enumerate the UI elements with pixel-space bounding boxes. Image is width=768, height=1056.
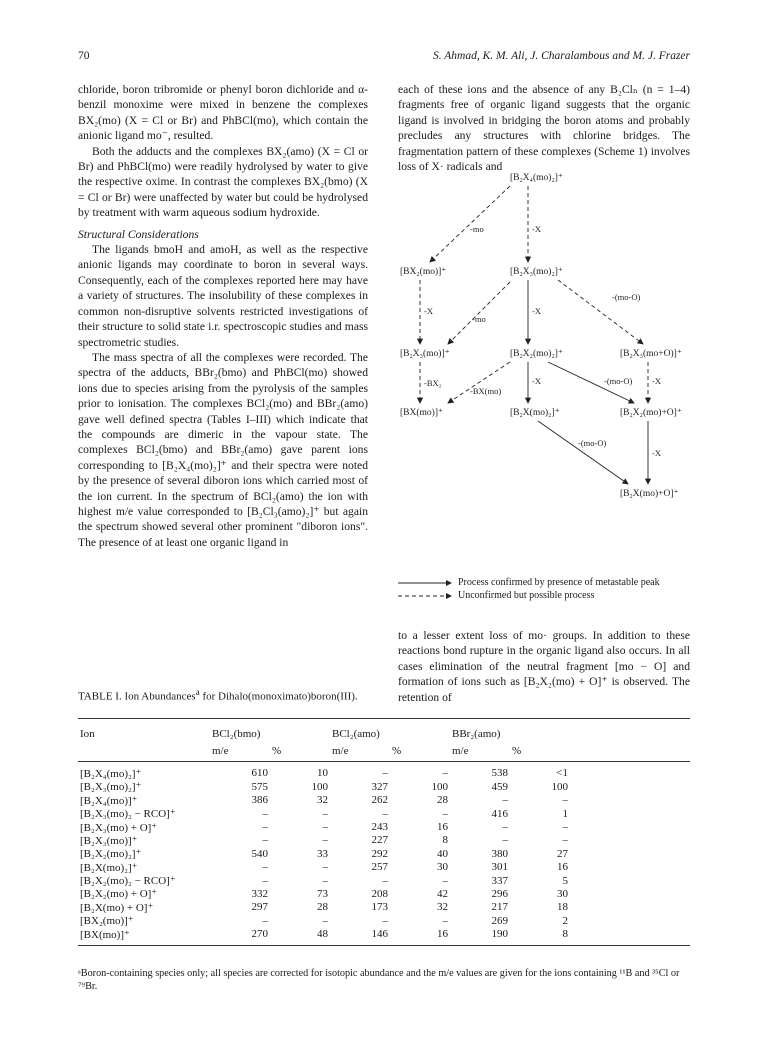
label-minus-x-4: -X [532, 376, 541, 386]
value-cell: 217 [491, 901, 508, 914]
value-cell: <1 [556, 767, 568, 780]
node-b2xmo2: [B₂X(mo)₂]⁺ [510, 408, 560, 418]
value-cell: – [262, 861, 268, 874]
value-cell: 297 [251, 901, 268, 914]
value-cell: 42 [437, 887, 448, 900]
ion-cell: [B₂X₃(mo)₂]⁺ [80, 781, 142, 794]
value-cell: – [382, 807, 388, 820]
left-paragraph-4: The mass spectra of all the complexes were recorded. The spectra of the adducts, BBr₂(bmo) and PhBCl(mo) showed ions due to species arising from the pyrolysis of the samples prior to ionisation. The complexes BCl₂(mo) and BBr₂(amo) gave well defined spectra (Tables I–III) which indicate that the compounds are dimeric in the vapour state. The complexes BCl₂(bmo) and BBr₂(amo) gave parent ions corresponding to [B₂X₄(mo)₂]⁺ and their spectra were noted by the presence of several diboron ions which carried most of the ion current. In the spectrum of BCl₂(amo) the ion with highest m/e value corresponded to [B₂Cl₃(amo)₂]⁺ but again the spectrum showed several other prominent "diboron ions". The presence of at least one organic ligand in [78, 350, 368, 549]
value-cell: – [382, 914, 388, 927]
value-cell: 2 [562, 914, 568, 927]
ion-cell: [B₂X₂(mo)₂ − RCO]⁺ [80, 875, 176, 888]
value-cell: 33 [317, 847, 328, 860]
ion-cell: [B₂X₄(mo)₂]⁺ [80, 767, 142, 780]
label-minus-x-3: -X [532, 306, 541, 316]
node-b2x3mo: [B₂X₃(mo)]⁺ [400, 349, 450, 359]
value-cell: 262 [371, 794, 388, 807]
value-cell: – [262, 914, 268, 927]
table-row [78, 761, 690, 780]
value-cell: – [262, 834, 268, 847]
value-cell: – [322, 807, 328, 820]
value-cell: 173 [371, 901, 388, 914]
node-b2x3mo2: [B₂X₃(mo)₂]⁺ [510, 267, 563, 277]
value-cell: 296 [491, 887, 508, 900]
table-row [78, 914, 690, 927]
value-cell: 1 [562, 807, 568, 820]
value-cell: 380 [491, 847, 508, 860]
value-cell: 100 [551, 780, 568, 793]
value-cell: – [502, 794, 508, 807]
ion-cell: [BX(mo)]⁺ [78, 927, 210, 945]
value-cell: – [262, 821, 268, 834]
ion-cell: [B₂X(mo)₂]⁺ [80, 861, 138, 874]
label-minus-mo-o-3: -(mo-O) [578, 438, 607, 448]
ion-cell: [BX₂(mo)]⁺ [80, 915, 134, 928]
node-b2x3mo-o: [B₂X₃(mo+O)]⁺ [620, 349, 682, 359]
value-cell: 16 [557, 861, 568, 874]
label-minus-mo-o-1: -(mo-O) [612, 292, 641, 302]
value-cell: 8 [442, 834, 448, 847]
value-cell: 5 [562, 874, 568, 887]
label-minus-bxmo: -BX(mo) [470, 386, 502, 396]
fragmentation-scheme [398, 150, 698, 574]
label-minus-x-5: -X [652, 376, 661, 386]
value-cell: 146 [330, 927, 390, 945]
value-cell: 243 [371, 821, 388, 834]
node-b2x4mo2: [B₂X₄(mo)₂]⁺ [510, 173, 563, 183]
value-cell: 292 [371, 847, 388, 860]
value-cell: 332 [251, 887, 268, 900]
value-cell: – [442, 767, 448, 780]
section-heading: Structural Considerations [78, 227, 199, 241]
value-cell: – [322, 834, 328, 847]
value-cell: 575 [251, 780, 268, 793]
column-group-bcl2-amo: BCl₂(amo) [330, 719, 450, 741]
table-row [78, 887, 690, 900]
label-minus-x-2: -X [424, 306, 433, 316]
value-cell: – [382, 874, 388, 887]
value-cell: 73 [317, 887, 328, 900]
node-b2x2mo-o: [B₂X₂(mo)+O]⁺ [620, 408, 682, 418]
node-bxmo: [BX(mo)]⁺ [400, 408, 444, 418]
table-row [78, 780, 690, 793]
column-group-bbr2-amo: BBr₂(amo) [450, 719, 570, 741]
table-row [78, 834, 690, 847]
ion-cell: [B₂X₃(mo) + O]⁺ [80, 821, 158, 834]
arrow-b2x3-to-b2x3o [558, 280, 643, 344]
value-cell: – [322, 821, 328, 834]
label-minus-bx2: -BX₂ [424, 378, 442, 388]
table-row [78, 820, 690, 833]
value-cell: 416 [491, 807, 508, 820]
value-cell: – [562, 794, 568, 807]
legend-confirmed: Process confirmed by presence of metastable peak [398, 576, 660, 589]
value-cell: 100 [431, 780, 448, 793]
value-cell: 32 [437, 901, 448, 914]
ion-abundance-table [78, 718, 690, 946]
value-cell: 48 [270, 927, 330, 945]
node-b2x2mo2: [B₂X₂(mo)₂]⁺ [510, 349, 563, 359]
value-cell: 257 [371, 861, 388, 874]
value-cell: – [322, 861, 328, 874]
value-cell: 227 [371, 834, 388, 847]
table-caption: TABLE I. Ion Abundances$^a$ for Dihalo(monoximato)boron(III). [78, 687, 358, 703]
table-row [78, 794, 690, 807]
ion-cell: [B₂X₃(mo)]⁺ [80, 834, 138, 847]
page-number: 70 [78, 50, 90, 62]
value-cell: 40 [437, 847, 448, 860]
value-cell: 28 [317, 901, 328, 914]
value-cell: – [322, 914, 328, 927]
label-minus-x-1: -X [532, 224, 541, 234]
subheader-pct: % [390, 740, 450, 761]
column-header-ion: Ion [78, 719, 210, 741]
value-cell: 16 [390, 927, 450, 945]
value-cell: 28 [437, 794, 448, 807]
table-row [78, 847, 690, 860]
value-cell: – [382, 767, 388, 780]
label-minus-x-6: -X [652, 448, 661, 458]
left-paragraph-2: Both the adducts and the complexes BX₂(amo) (X = Cl or Br) and PhBCl(mo) were readily hydrolysed by water to give the respective oxime. In contrast the complexes BX₂(bmo) (X = Cl or Br) were unaffected by water but could be hydrolysed by treatment with warm aqueous sodium hydroxide. [78, 144, 368, 220]
label-minus-mo-2: -mo [472, 314, 486, 324]
right-column-bottom [398, 628, 690, 705]
right-paragraph-2: to a lesser extent loss of mo· groups. In addition to these reactions bond rupture in the organic ligand also occurs. In all cases elimination of the neutral fragment [mo − O] and formation of ions such as [B₂X₂(mo) + O]⁺ is observed. The retention of [398, 629, 690, 704]
node-bx2mo: [BX₂(mo)]⁺ [400, 267, 447, 277]
running-header-authors: S. Ahmad, K. M. Ali, J. Charalambous and M. J. Frazer [432, 50, 690, 62]
right-paragraph-1: each of these ions and the absence of any B₂Clₙ (n = 1–4) fragments free of organic ligand suggests that the organic ligand is involved in bridging the boron atoms and probably precludes any structures with chlorine bridges. The fragmentation pattern of these complexes (Scheme 1) involves loss of X· radicals and [398, 83, 690, 174]
value-cell: 538 [491, 767, 508, 780]
table-row [78, 861, 690, 874]
ion-cell: [B₂X₂(mo)₂]⁺ [80, 848, 142, 861]
value-cell: – [562, 821, 568, 834]
value-cell: 386 [251, 794, 268, 807]
value-cell: 16 [437, 821, 448, 834]
value-cell: 30 [557, 887, 568, 900]
label-minus-mo-o-2: -(mo-O) [604, 376, 633, 386]
value-cell: – [502, 834, 508, 847]
value-cell: 270 [210, 927, 270, 945]
column-group-bcl2-bmo: BCl₂(bmo) [210, 719, 330, 741]
value-cell: 190 [450, 927, 510, 945]
value-cell: 327 [371, 780, 388, 793]
label-minus-mo-1: -mo [470, 224, 484, 234]
ion-cell: [B₂X₃(mo)₂ − RCO]⁺ [80, 808, 176, 821]
subheader-me: m/e [210, 740, 270, 761]
ion-cell: [B₂X₂(mo) + O]⁺ [80, 888, 158, 901]
value-cell: 30 [437, 861, 448, 874]
table-row [78, 807, 690, 820]
arrow-b2x3-to-b2x3mo [448, 282, 510, 344]
dashed-arrow-icon [398, 592, 452, 600]
solid-arrow-icon [398, 579, 452, 587]
value-cell: – [442, 914, 448, 927]
value-cell: – [502, 821, 508, 834]
legend-unconfirmed: Unconfirmed but possible process [398, 589, 660, 602]
value-cell: – [442, 807, 448, 820]
node-b2xmo-o: [B₂X(mo)+O]⁺ [620, 489, 679, 499]
left-paragraph-3: The ligands bmoH and amoH, as well as the respective anionic ligands may coordinate to boron in several ways. Consequently, each of the complexes reported here may have a variety of structures. The insolubility of these complexes in common non-disruptive solvents restricted investigations of their structure to solid state i.r. spectroscopic studies and mass spectrometric studies. [78, 243, 368, 349]
value-cell: 27 [557, 847, 568, 860]
value-cell: 208 [371, 887, 388, 900]
left-column [78, 82, 368, 550]
value-cell: 269 [491, 914, 508, 927]
arrow-b2x2-to-bxmo [448, 362, 510, 403]
value-cell: – [442, 874, 448, 887]
table-row [78, 874, 690, 887]
value-cell: – [262, 874, 268, 887]
subheader-me: m/e [450, 740, 510, 761]
value-cell: – [562, 834, 568, 847]
value-cell: 610 [251, 767, 268, 780]
table-row [78, 901, 690, 914]
value-cell: 8 [510, 927, 570, 945]
value-cell: – [322, 874, 328, 887]
table-row [78, 927, 690, 945]
value-cell: 18 [557, 901, 568, 914]
left-paragraph-1: chloride, boron tribromide or phenyl boron dichloride and α-benzil monoxime were mixed in benzene the complexes BX₂(mo) (X = Cl or Br) and PhBCl(mo), which contain the anionic ligand mo⁻, resulted. [78, 83, 368, 143]
table-footnote: ᵃBoron-containing species only; all species are corrected for isotopic abundance and the m/e values are given for the ions containing ¹¹B and ³⁵Cl or ⁷⁹Br. [78, 968, 680, 992]
value-cell: 301 [491, 861, 508, 874]
ion-cell: [B₂X₄(mo)]⁺ [80, 794, 138, 807]
value-cell: 459 [491, 780, 508, 793]
subheader-me: m/e [330, 740, 390, 761]
subheader-pct: % [510, 740, 570, 761]
subheader-pct: % [270, 740, 330, 761]
scheme-legend [398, 576, 660, 602]
value-cell: 10 [317, 767, 328, 780]
value-cell: 540 [251, 847, 268, 860]
ion-cell: [B₂X(mo) + O]⁺ [80, 901, 154, 914]
value-cell: 100 [311, 780, 328, 793]
value-cell: 337 [491, 874, 508, 887]
value-cell: – [262, 807, 268, 820]
arrow-b2xmo2-to-b2xo [538, 421, 628, 484]
value-cell: 32 [317, 794, 328, 807]
